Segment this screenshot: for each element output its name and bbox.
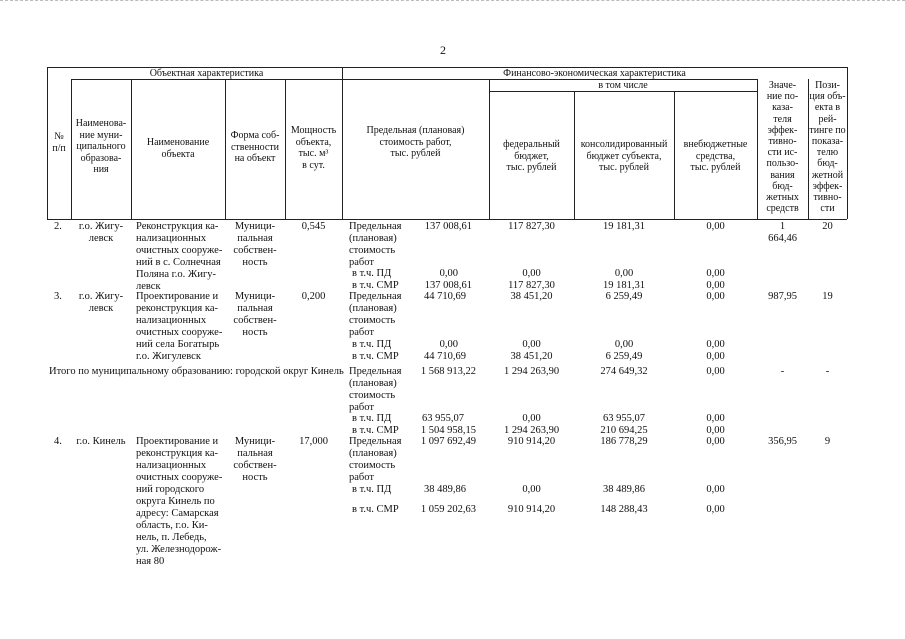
subtotal-pd-federal: 0,00	[522, 413, 541, 424]
row-total-federal: 117 827,30	[508, 221, 555, 232]
header-col-extrabudget: внебюджетные средства, тыс. рублей	[683, 139, 748, 173]
row-total-federal: 910 914,20	[507, 436, 556, 447]
row-smr-extrabudget: 0,00	[706, 351, 725, 362]
row-object-name: Проектирование и реконструкция ка- нализационных очистных сооруже- ний городского округа Кинель по адресу: Самарская область, г.о. Ки- нель, п. Лебедь, ул. Железнодорож- ная 80	[136, 436, 223, 567]
row-efficiency: 356,95	[768, 436, 797, 447]
row-number: 3.	[54, 291, 62, 302]
row-capacity: 0,200	[301, 291, 326, 302]
subtotal-label: Итого по муниципальному образованию: городской округ Кинель	[49, 366, 344, 377]
row-smr-extrabudget: 0,00	[706, 280, 725, 291]
row-total-limit: 44 710,69	[424, 291, 466, 302]
row-object-name: Реконструкция ка- нализационных очистных сооруже- ний в с. Солнечная Поляна г.о. Жигу- левск	[136, 221, 223, 292]
header-col-efficiency: Значе- ние по- каза- теля эффек- тивно- сти ис- пользо- вания бюд- жетных средств	[766, 80, 799, 215]
subtotal-total-extrabudget: 0,00	[706, 366, 725, 377]
row-capacity: 17,000	[299, 436, 328, 447]
row-smr-federal: 910 914,20	[507, 504, 556, 515]
row-smr-limit: 44 710,69	[424, 351, 466, 362]
header-col-position: Пози- ция объ- екта в рей- тинге по показа- телю бюд- жетной эффек- тивно- сти	[809, 80, 846, 215]
row-smr-limit: 1 059 202,63	[420, 504, 476, 515]
row-capacity: 0,545	[301, 221, 326, 232]
row-pd-extrabudget: 0,00	[706, 268, 725, 279]
row-pd-consolidated: 0,00	[614, 339, 634, 350]
header-col-federal: федеральный бюджет, тыс. рублей	[503, 139, 560, 173]
row-total-consolidated: 6 259,49	[605, 291, 643, 302]
subtotal-efficiency: -	[780, 366, 785, 377]
row-object-name: Проектирование и реконструкция ка- нализационных очистных сооруже- ний села Богатырь г.о. Жигулевск	[136, 291, 223, 362]
row-total-consolidated: 19 181,31	[603, 221, 645, 232]
row-municipality: г.о. Кинель	[76, 436, 126, 447]
row-pd-extrabudget: 0,00	[706, 339, 725, 350]
row-pd-limit: 38 489,86	[424, 484, 466, 495]
row-label-pd: в т.ч. ПД	[352, 268, 392, 279]
subtotal-position: -	[825, 366, 830, 377]
row-pd-limit: 0,00	[439, 268, 458, 279]
header-col-no: № п/п	[52, 131, 66, 154]
subtotal-label-smr: в т.ч. СМР	[352, 425, 399, 436]
subtotal-label-limit-cost: Предельная (плановая) стоимость работ	[349, 366, 402, 413]
row-total-extrabudget: 0,00	[706, 221, 725, 232]
row-smr-consolidated: 19 181,31	[603, 280, 645, 291]
row-label-smr: в т.ч. СМР	[352, 351, 399, 362]
row-label-smr: в т.ч. СМР	[352, 504, 399, 515]
subtotal-pd-limit: 63 955,07	[422, 413, 464, 424]
row-position: 19	[822, 291, 833, 302]
header-col-ownership: Форма соб- ственности на объект	[230, 130, 280, 164]
row-pd-limit: 0,00	[439, 339, 458, 350]
row-pd-consolidated: 38 489,86	[603, 484, 645, 495]
row-position: 20	[822, 221, 833, 232]
row-pd-federal: 0,00	[522, 484, 541, 495]
row-pd-extrabudget: 0,00	[706, 484, 725, 495]
header-col-object: Наименование объекта	[146, 137, 210, 160]
row-total-federal: 38 451,20	[510, 291, 553, 302]
row-position: 9	[824, 436, 831, 447]
row-municipality: г.о. Жигу- левск	[78, 291, 124, 314]
row-number: 2.	[54, 221, 62, 232]
header-col-limit-cost: Предельная (плановая) стоимость работ, тыс. рублей	[366, 125, 465, 159]
subtotal-total-federal: 1 294 263,90	[503, 366, 560, 377]
row-pd-federal: 0,00	[522, 339, 541, 350]
header-object-characteristics: Объектная характеристика	[149, 68, 264, 79]
row-smr-limit: 137 008,61	[424, 280, 472, 291]
subtotal-pd-extrabudget: 0,00	[706, 413, 725, 424]
row-label-limit-cost: Предельная (плановая) стоимость работ	[349, 291, 402, 338]
row-smr-federal: 117 827,30	[508, 280, 555, 291]
row-efficiency: 1 664,46	[768, 221, 797, 244]
row-ownership: Муници- пальная собствен- ность	[233, 291, 277, 338]
subtotal-smr-consolidated: 210 694,25	[600, 425, 648, 436]
subtotal-total-consolidated: 274 649,32	[600, 366, 648, 377]
page-number: 2	[440, 43, 446, 57]
header-col-consolidated: консолидированный бюджет субъекта, тыс. рублей	[580, 139, 668, 173]
row-smr-extrabudget: 0,00	[706, 504, 725, 515]
subtotal-smr-limit: 1 504 958,15	[420, 425, 476, 436]
header-col-municipality: Наименова- ние муни- ципального образова- ния	[75, 118, 127, 175]
subtotal-label-pd: в т.ч. ПД	[352, 413, 392, 424]
row-total-limit: 1 097 692,49	[420, 436, 476, 447]
row-smr-consolidated: 148 288,43	[600, 504, 648, 515]
row-label-smr: в т.ч. СМР	[352, 280, 399, 291]
row-label-limit-cost: Предельная (плановая) стоимость работ	[349, 436, 402, 483]
row-municipality: г.о. Жигу- левск	[78, 221, 124, 244]
row-smr-consolidated: 6 259,49	[605, 351, 643, 362]
subtotal-pd-consolidated: 63 955,07	[603, 413, 645, 424]
subtotal-total-limit: 1 568 913,22	[420, 366, 476, 377]
row-total-extrabudget: 0,00	[706, 291, 725, 302]
row-label-pd: в т.ч. ПД	[352, 339, 392, 350]
header-in-that-number: в том числе	[598, 80, 648, 91]
subtotal-smr-federal: 1 294 263,90	[503, 425, 560, 436]
row-total-consolidated: 186 778,29	[600, 436, 648, 447]
scan-top-edge	[0, 0, 905, 1]
header-finance-characteristics: Финансово-экономическая характеристика	[503, 68, 686, 79]
row-total-extrabudget: 0,00	[706, 436, 725, 447]
row-total-limit: 137 008,61	[424, 221, 472, 232]
row-pd-federal: 0,00	[522, 268, 541, 279]
row-ownership: Муници- пальная собствен- ность	[233, 221, 277, 268]
row-smr-federal: 38 451,20	[510, 351, 553, 362]
header-col-capacity: Мощность объекта, тыс. м³ в сут.	[290, 125, 337, 171]
row-efficiency: 987,95	[768, 291, 797, 302]
row-number: 4.	[54, 436, 62, 447]
row-label-pd: в т.ч. ПД	[352, 484, 392, 495]
row-label-limit-cost: Предельная (плановая) стоимость работ	[349, 221, 402, 268]
row-ownership: Муници- пальная собствен- ность	[233, 436, 277, 483]
subtotal-smr-extrabudget: 0,00	[706, 425, 725, 436]
row-pd-consolidated: 0,00	[614, 268, 634, 279]
